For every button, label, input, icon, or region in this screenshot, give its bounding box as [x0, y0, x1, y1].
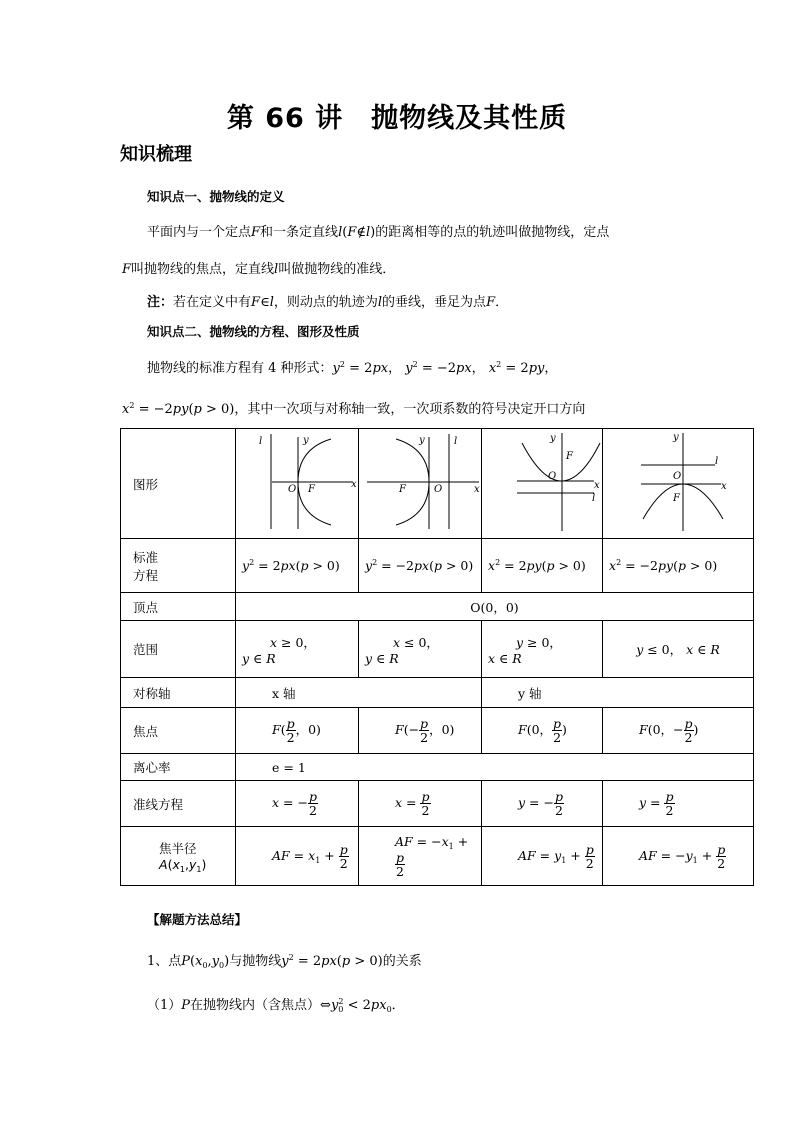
svg-text:x: x: [351, 479, 357, 490]
note-label: 注：: [147, 295, 174, 310]
table-row-std-eq: [121, 539, 754, 593]
method-item1-b: 与抛物线: [229, 954, 282, 969]
section-title: 知识梳理: [120, 144, 192, 165]
table-row-focus: [121, 708, 754, 754]
focus-right: F( $\frac{p}{2}$ ，0): [236, 708, 359, 754]
radius-down: AF = $-y_1$ + $\frac{p}{2}$: [603, 827, 754, 886]
label-std-1: 标准: [133, 549, 159, 565]
eq-up: $x^2 = 2py(p > 0)$: [482, 539, 603, 593]
svg-text:x: x: [594, 480, 600, 491]
kp1-note-a: 若在定义中有: [173, 295, 252, 310]
method-sub1-b: 在抛物线内（含焦点）⇔: [190, 998, 331, 1013]
svg-text:F: F: [308, 484, 315, 495]
kp1-line1: 平面内与一个定点F和一条定直线l(F∉l)的距离相等的点的轨迹叫做抛物线，定点: [147, 225, 610, 240]
label-std-eq: [121, 539, 236, 593]
svg-text:l: l: [259, 436, 263, 447]
svg-text:y: y: [303, 435, 309, 446]
table-row-axis: [121, 678, 754, 708]
label-std-2: 方程: [133, 567, 159, 583]
kp2-line2-text: ，其中一次项与对称轴一致，一次项系数的符号决定开口方向: [234, 402, 586, 417]
method-sub1: （1）P在抛物线内（含焦点）$\Leftrightarrow y_0^2 < 2px_0$．: [147, 997, 405, 1014]
radius-left: AF = $-x_1$ + $\frac{p}{2}$: [359, 827, 482, 886]
graph-right-opening: [236, 429, 359, 539]
kp1-note-b: ，则动点的轨迹为: [273, 295, 378, 310]
label-radius-1: 焦半径: [159, 840, 197, 856]
focus-down: F(0，− $\frac{p}{2}$ ): [603, 708, 754, 754]
kp1-note-c: 的垂线，垂足为点: [382, 295, 487, 310]
focus-up: F(0， $\frac{p}{2}$ ): [482, 708, 603, 754]
svg-text:O: O: [434, 484, 443, 495]
method-heading: 【解题方法总结】: [147, 912, 248, 927]
svg-text:l: l: [592, 493, 596, 504]
method-sub1-a: （1）: [147, 998, 182, 1013]
range-left: x ≤ 0， y ∈ R: [359, 621, 482, 678]
directrix-right: x = − $\frac{p}{2}$: [236, 781, 359, 827]
svg-text:x: x: [721, 481, 727, 492]
axis-y: y 轴: [482, 678, 754, 708]
graph-left-opening-svg: [359, 429, 481, 535]
kp1-note: 注：若在定义中有F∈l，则动点的轨迹为l的垂线，垂足为点F．: [147, 295, 509, 310]
table-row-figure: [121, 429, 754, 539]
label-figure: 图形: [121, 429, 236, 539]
eq-right: $y^2 = 2px(p > 0)$: [236, 539, 359, 593]
label-axis: 对称轴: [121, 678, 236, 708]
label-vertex: 顶点: [121, 593, 236, 621]
graph-down-opening: [603, 429, 754, 539]
radius-up: AF = $y_1$ + $\frac{p}{2}$: [482, 827, 603, 886]
ecc-value: e = 1: [236, 754, 754, 781]
kp1-note-end: ．: [495, 295, 509, 310]
table-row-range: [121, 621, 754, 678]
method-item1-a: 1、点: [147, 954, 182, 969]
kp1-line2-b: 叫做抛物线的准线．: [278, 262, 396, 277]
label-radius: 焦半径 $A(x_1,y_1)$: [121, 827, 236, 886]
graph-up-opening: [482, 429, 603, 539]
svg-text:y: y: [419, 435, 425, 446]
kp1-heading: 知识点一、抛物线的定义: [147, 189, 285, 204]
svg-text:O: O: [673, 471, 682, 482]
range-right: x ≥ 0， y ∈ R: [236, 621, 359, 678]
method-item1: 1、点$P(x_0,y_0)$与抛物线$y^2 = 2px(p > 0)$的关系: [147, 953, 422, 970]
svg-text:l: l: [715, 456, 719, 467]
graph-down-opening-svg: [603, 429, 753, 535]
range-up: y ≥ 0， x ∈ R: [482, 621, 603, 678]
radius-right: AF = $x_1$ + $\frac{p}{2}$: [236, 827, 359, 886]
svg-text:O: O: [288, 484, 297, 495]
kp1-line2-a: 叫抛物线的焦点，定直线: [131, 262, 275, 277]
kp2-line1-text: 抛物线的标准方程有 4 种形式：: [147, 361, 333, 376]
parabola-properties-table: [120, 428, 754, 886]
table-row-radius: [121, 827, 754, 886]
svg-text:y: y: [673, 432, 679, 443]
svg-text:y: y: [550, 433, 556, 444]
range-down: y ≤ 0， x ∈ R: [603, 621, 754, 678]
svg-text:x: x: [474, 484, 480, 495]
axis-x: x 轴: [236, 678, 482, 708]
table-row-directrix: [121, 781, 754, 827]
graph-right-opening-svg: [236, 429, 358, 535]
directrix-down: y = $\frac{p}{2}$: [603, 781, 754, 827]
directrix-left: x = $\frac{p}{2}$: [359, 781, 482, 827]
svg-text:l: l: [454, 436, 458, 447]
kp2-line1: 抛物线的标准方程有 4 种形式：$y^2 = 2px$， $y^2 = -2px$， $x^2 = 2py$，: [147, 360, 558, 376]
eq-down: $x^2 = -2py(p > 0)$: [603, 539, 754, 593]
label-focus: 焦点: [121, 708, 236, 754]
label-ecc: 离心率: [121, 754, 236, 781]
kp1-line2: F叫抛物线的焦点，定直线l叫做抛物线的准线．: [122, 262, 396, 277]
kp2-heading: 知识点二、抛物线的方程、图形及性质: [147, 324, 360, 339]
kp1-line1-a: 平面内与一个定点: [147, 225, 252, 240]
method-item1-c: 的关系: [382, 954, 422, 969]
kp1-line1-c: 的距离相等的点的轨迹叫做抛物线，定点: [375, 225, 610, 240]
page-title: 第 66 讲 抛物线及其性质: [226, 103, 568, 134]
kp2-line2: $x^2 = -2py(p > 0)$，其中一次项与对称轴一致，一次项系数的符号决定开口方向: [122, 401, 586, 417]
graph-left-opening: [359, 429, 482, 539]
table-row-vertex: [121, 593, 754, 621]
focus-left: F(− $\frac{p}{2}$ ，0): [359, 708, 482, 754]
table-row-ecc: [121, 754, 754, 781]
vertex-value: O(0，0): [236, 593, 754, 621]
svg-text:F: F: [399, 484, 406, 495]
svg-text:F: F: [673, 493, 680, 504]
graph-up-opening-svg: [482, 429, 602, 535]
label-directrix: 准线方程: [121, 781, 236, 827]
label-range: 范围: [121, 621, 236, 678]
directrix-up: y = − $\frac{p}{2}$: [482, 781, 603, 827]
eq-left: $y^2 = -2px(p > 0)$: [359, 539, 482, 593]
svg-text:O: O: [548, 471, 557, 482]
kp1-line1-b: 和一条定直线: [260, 225, 339, 240]
svg-text:F: F: [566, 451, 573, 462]
